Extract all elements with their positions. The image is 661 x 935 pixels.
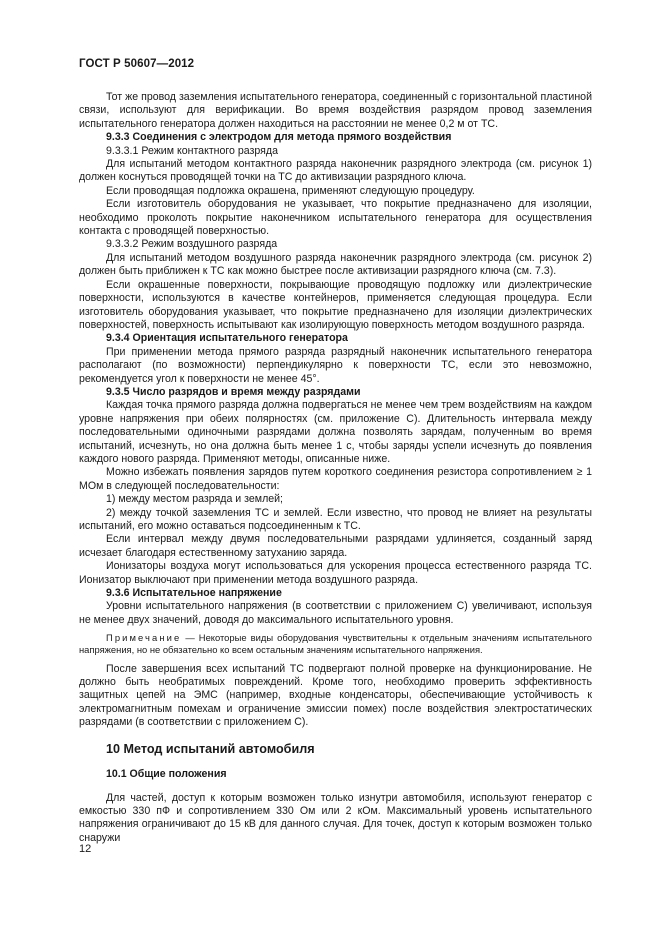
section-heading-9-3-5: 9.3.5 Число разрядов и время между разрядами [106, 385, 361, 398]
paragraph: Для испытаний методом воздушного разряда наконечник разрядного электрода (см. рисунок 2) должен быть приближен к ТС как можно быстрее после активизации разрядного ключа (см. 7.3). [79, 251, 592, 278]
section-heading-9-3-6: 9.3.6 Испытательное напряжение [106, 587, 282, 600]
section-heading-9-3-4: 9.3.4 Ориентация испытательного генератора [106, 332, 348, 345]
paragraph: Ионизаторы воздуха могут использоваться для ускорения процесса естественного разряда ТС. Ионизатор выключают при применении метода воздушного разряда. [79, 560, 592, 586]
subsection-heading-9-3-3-1: 9.3.3.1 Режим контактного разряда [106, 144, 278, 157]
page-number: 12 [79, 843, 92, 855]
paragraph: После завершения всех испытаний ТС подвергают полной проверке на функционирование. Не должно быть необратимых повреждений. Кроме того, необходимо проверить эффективность защитных цепей на ЭМС (например, входные конденсаторы, обеспечивающие устойчивость к электромагнитным помехам и ограничение эмиссии помех) после воздействия электростатических разрядами (в соответствии с приложением С). [79, 662, 592, 729]
note [79, 632, 592, 656]
paragraph: Для частей, доступ к которым возможен только изнутри автомобиля, используют генератор с емкостью 330 пФ и сопротивлением 330 Ом или 2 кОм. Максимальный уровень испытательного напряжения ограничивают до 15 кВ для данного случая. Для точек, доступ к которым возможен только снаружи [79, 791, 592, 844]
paragraph: Можно избежать появления зарядов путем короткого соединения резистора сопротивлением ≥ 1 МОм в следующей последовательности: [79, 466, 592, 492]
paragraph: Если изготовитель оборудования не указывает, что покрытие предназначено для изоляции, необходимо проколоть покрытие наконечником испытательного генератора для осуществления контакта с проводящей поверхностью. [79, 198, 592, 238]
paragraph: Для испытаний методом контактного разряда наконечник разрядного электрода (см. рисунок 1) должен коснуться проводящей точки на ТС до активизации разрядного ключа. [79, 158, 592, 184]
paragraph: Уровни испытательного напряжения (в соответствии с приложением С) увеличивают, используя не менее двух значений, доводя до максимального испытательного уровня. [79, 600, 592, 626]
paragraph: Каждая точка прямого разряда должна подвергаться не менее чем трем воздействиям на каждом уровне напряжения при обеих полярностях (см. приложение С). Длительность интервала между последовательными одиночными разрядами должна позволять зарядам, полученным во время испытаний, исчезнуть, но она должна быть менее 1 с, чтобы заряды успели исчезнуть до появления каждого нового разряда. Применяют методы, описанные ниже. [79, 399, 592, 465]
document-body [79, 91, 592, 845]
paragraph: Тот же провод заземления испытательного генератора, соединенный с горизонтальной пластиной связи, используют для верификации. Во время воздействия разрядом провод заземления испытательного генератора должен находиться на расстоянии не менее 0,2 м от ТС. [79, 91, 592, 130]
paragraph: Если интервал между двумя последовательными разрядами удлиняется, созданный заряд исчезает благодаря естественному затуханию заряда. [79, 533, 592, 559]
document-header: ГОСТ Р 50607—2012 [79, 58, 195, 70]
section-heading-10: 10 Метод испытаний автомобиля [106, 741, 315, 756]
list-item: 1) между местом разряда и землей; [106, 493, 284, 506]
note-text: — Некоторые виды оборудования чувствительны к отдельным значениям испытательного напряжения, но не обязательно ко всем остальным значениям испытательного напряжения. [79, 632, 592, 656]
subsection-heading-9-3-3-2: 9.3.3.2 Режим воздушного разряда [106, 238, 278, 251]
paragraph: При применении метода прямого разряда разрядный наконечник испытательного генератора располагают (по возможности) перпендикулярно к поверхности ТС, если это невозможно, рекомендуется угол к поверхности не менее 45°. [79, 345, 592, 385]
section-heading-10-1: 10.1 Общие положения [106, 768, 227, 781]
section-heading-9-3-3: 9.3.3 Соединения с электродом для метода прямого воздействия [106, 131, 452, 144]
paragraph: Если окрашенные поверхности, покрывающие проводящую подложку или диэлектрические поверхности, используются в качестве контейнеров, применяется следующая процедура. Если изготовитель оборудования указывает, что покрытие предназначено для изоляции диэлектрических поверхностей, поверхность испытывают как изолирующую поверхность методом воздушного разряда. [79, 278, 592, 331]
note-label: Примечание [106, 632, 182, 644]
list-item: 2) между точкой заземления ТС и землей. Если известно, что провод не влияет на результаты испытаний, его можно оставаться подсоединенным к ТС. [79, 506, 592, 532]
paragraph: Если проводящая подложка окрашена, применяют следующую процедуру. [106, 184, 475, 197]
